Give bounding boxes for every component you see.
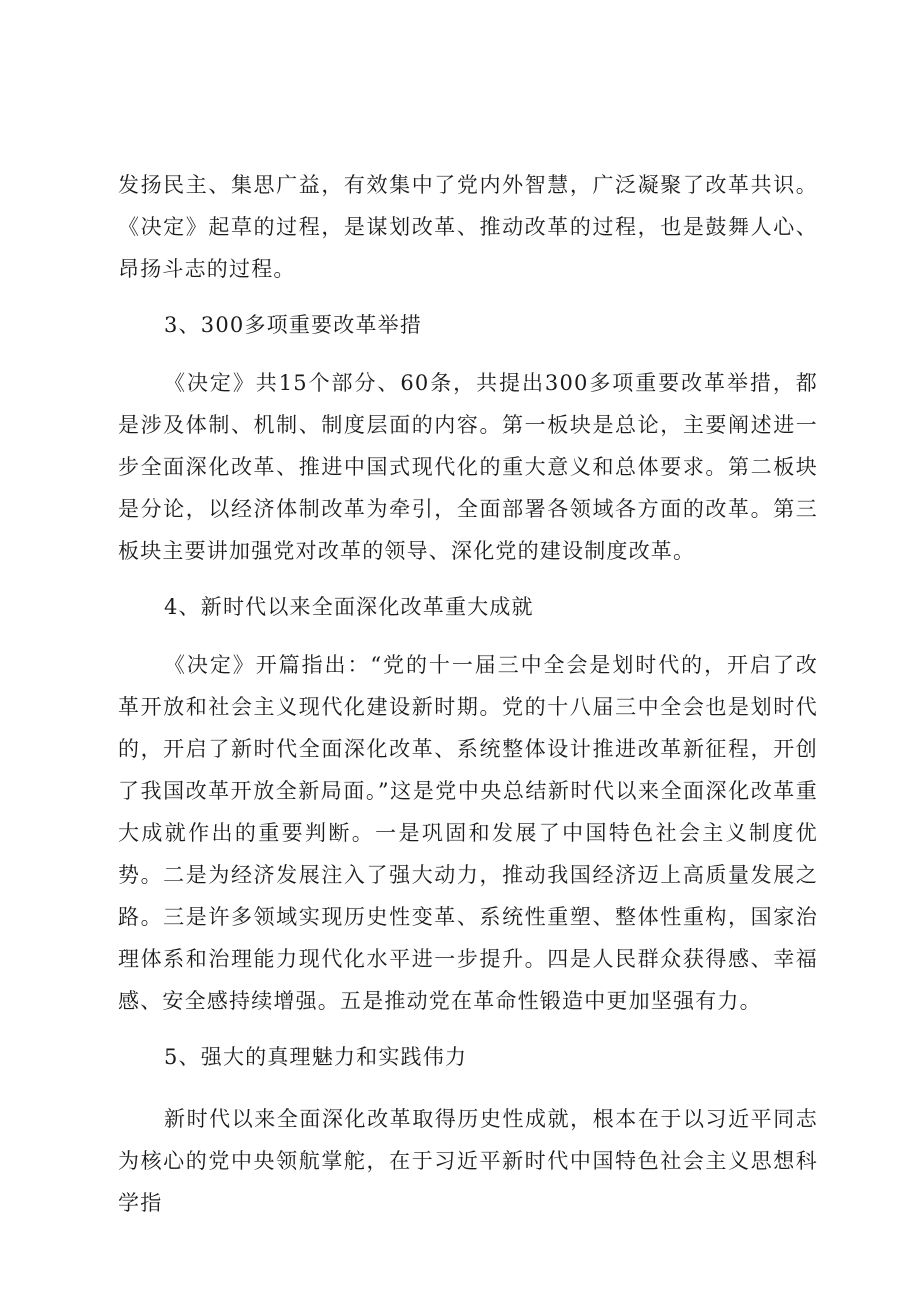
paragraph-achievements: 《决定》开篇指出：“党的十一届三中全会是划时代的，开启了改革开放和社会主义现代化建设新时期。党的十八届三中全会也是划时代的，开启了新时代全面深化改革、系统整体设计推进改革新征程，开创了我国改革开放全新局面。”这是党中央总结新时代以来全面深化改革重大成就作出的重要判断。一是巩固和发展了中国特色社会主义制度优势。二是为经济发展注入了强大动力，推动我国经济迈上高质量发展之路。三是许多领域实现历史性变革、系统性重塑、整体性重构，国家治理体系和治理能力现代化水平进一步提升。四是人民群众获得感、幸福感、安全感持续增强。五是推动党在革命性锻造中更加坚强有力。	[118, 653, 818, 1013]
section-heading-3: 3、300多项重要改革举措	[164, 313, 423, 337]
section-heading-4: 4、新时代以来全面深化改革重大成就	[164, 595, 534, 619]
paragraph-continuation: 发扬民主、集思广益，有效集中了党内外智慧，广泛凝聚了改革共识。《决定》起草的过程，是谋划改革、推动改革的过程，也是鼓舞人心、昂扬斗志的过程。	[118, 173, 818, 281]
document-body	[118, 164, 818, 1224]
section-heading-5: 5、强大的真理魅力和实践伟力	[164, 1045, 468, 1069]
paragraph-truth-power: 新时代以来全面深化改革取得历史性成就，根本在于以习近平同志为核心的党中央领航掌舵，在于习近平新时代中国特色社会主义思想科学指	[118, 1107, 818, 1215]
paragraph-reform-measures: 《决定》共15个部分、60条，共提出300多项重要改革举措，都是涉及体制、机制、制度层面的内容。第一板块是总论，主要阐述进一步全面深化改革、推进中国式现代化的重大意义和总体要求。第二板块是分论，以经济体制改革为牵引，全面部署各领域各方面的改革。第三板块主要讲加强党对改革的领导、深化党的建设制度改革。	[118, 371, 818, 563]
